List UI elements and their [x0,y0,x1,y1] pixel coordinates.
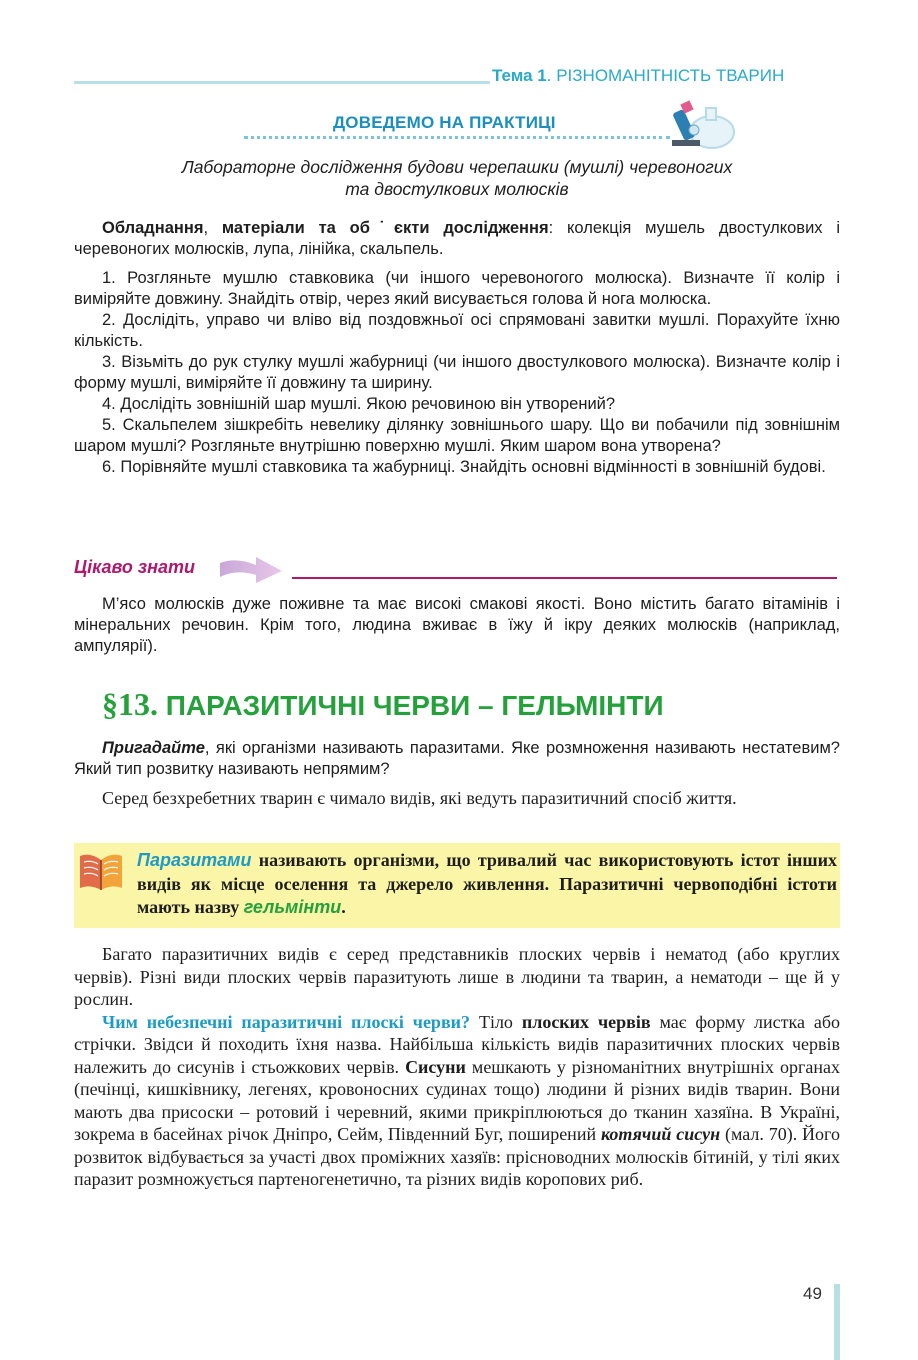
step-item: 2. Дослідіть, управо чи вліво від поздовжньої осі спрямовані завитки мушлі. Порахуйте їхню кількість. [74,311,840,350]
question-heading: Чим небезпечні паразитичні плоскі черви? [102,1011,471,1032]
header-topic: Тема 1. РІЗНОМАНІТНІСТЬ ТВАРИН [492,66,785,85]
practice-title: ДОВЕДЕМО НА ПРАКТИЦІ [333,113,556,132]
interesting-label: Цікаво знати [74,557,195,577]
step-item: 1. Розгляньте мушлю ставковика (чи іншого черевоногого молюска). Визначте її колір і виміряйте довжину. Знайдіть отвір, через який висувається голова й нога молюска. [74,269,840,308]
steps-list [74,268,840,478]
flask-microscope-icon [664,96,740,152]
practice-divider [244,136,670,139]
arrow-right-icon [216,553,286,585]
section-title: §13. ПАРАЗИТИЧНІ ЧЕРВИ – ГЕЛЬМІНТИ [102,686,664,722]
lab-title: Лабораторне дослідження будови черепашки (мушлі) черевоногих та двостулкових молюсків [181,157,733,199]
step-item: 6. Порівняйте мушлі ставковика та жабурниці. Знайдіть основні відмінності в зовнішній будові. [102,458,826,476]
page-edge-bar [834,1284,840,1360]
paragraph-nematodes: Багато паразитичних видів є серед представників плоских червів і нематод (або круглих червів). Різні види плоских червів паразитують лише в людини та тварин, а нематоди – ще й у рослин. [74,944,840,1009]
page-number: 49 [803,1284,822,1303]
paragraph-flatworms: Чим небезпечні паразитичні плоскі черви? Тіло плоских червів має форму листка або стрічки. Звідси й походить їхня назва. Найбільша кількість видів паразитичних плоских червів належить до сисунів і стьожкових червів. Сисуни мешкають у різноманітних внутрішніх органах (печінці, кишківнику, легенях, кровоносних судинах тощо) людини й різних видів тварин. Вони мають два присоски – ротовий і черевний, якими прикріплюються до тканин хазяїна. В Україні, зокрема в басейнах річок Дніпро, Сейм, Південний Буг, поширений котячий сисун (мал. 70). Його розвиток відбувається за участі двох проміжних хазяїв: прісноводних молюсків бітиній, у тілі яких паразит розмножується партеногенетично, та різних видів коропових риб. [74,1011,841,1189]
body-paragraphs [74,943,840,1191]
step-item: 5. Скальпелем зішкребіть невелику ділянку зовнішнього шару. Що ви побачили під зовнішнім шаром мушлі? Розгляньте внутрішню поверхню мушлі. Яким шаром вона утворена? [74,416,840,455]
intro-paragraph: Серед безхребетних тварин є чимало видів, які ведуть паразитичний спосіб життя. [102,788,737,808]
step-item: 3. Візьміть до рук стулку мушлі жабурниці (чи іншого двостулкового молюска). Визначте колір і форму мушлі, виміряйте її довжину та ширину. [74,353,840,392]
step-item: 4. Дослідіть зовнішній шар мушлі. Якою речовиною він утворений? [102,395,616,413]
recall-paragraph: Пригадайте, які організми називають паразитами. Яке розмноження називають нестатевим? Який тип розвитку називають непрямим? [74,739,840,778]
header-rule [74,81,490,84]
equipment-paragraph: Обладнання, матеріали та об˙єкти дослідження: колекція мушель двостулкових і черевоногих молюсків, лупа, лінійка, скальпель. [74,219,841,258]
definition-text: Паразитами називають організми, що тривалий час використовують істот інших видів як місце оселення та джерело живлення. Паразитичні червоподібні істоти мають назву гельмінти. [137,850,837,917]
open-book-icon [78,850,124,894]
interesting-divider [292,577,837,579]
interesting-text: М’ясо молюсків дуже поживне та має високі смакові якості. Воно містить багато вітамінів і мінеральних речовин. Крім того, людина вживає в їжу й ікру деяких молюсків (наприклад, ампулярії). [74,595,840,655]
